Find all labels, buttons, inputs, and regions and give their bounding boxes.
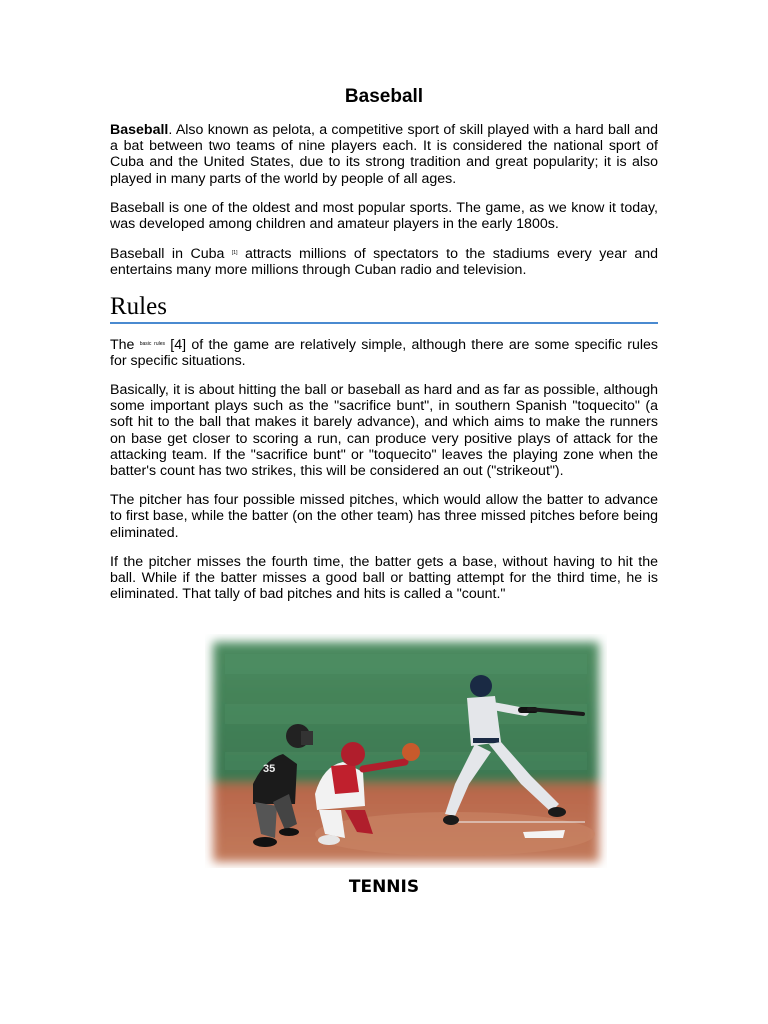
catcher-mitt xyxy=(402,743,420,761)
rules-paragraph-2: Basically, it is about hitting the ball or baseball as hard and as far as possible, although some important plays such as the "sacrifice bunt", in southern Spanish "toquecito" (a soft hit to the ball that makes it barely advance), and which aims to make the runners on base get closer to scoring a run, can produce very positive plays of attack for the attacking team. If the "sacrifice bunt" or "toquecito" leaves the playing zone when the batter's count has two strikes, this will be considered an out ("strikeout"). xyxy=(110,382,658,480)
rules-paragraph-3: The pitcher has four possible missed pitches, which would allow the batter to advance to first base, while the batter (on the other team) has three missed pitches before being eliminated. xyxy=(110,492,658,541)
intro-paragraph-1 xyxy=(110,122,658,187)
footnote-link[interactable]: [1] xyxy=(231,250,238,257)
rules-p1-text: [4] of the game are relatively simple, although there are some specific rules for specific situations. xyxy=(110,336,658,369)
intro-p3-text: attracts millions of spectators to the stadiums every year and entertains many more millions through Cuban radio and television. xyxy=(110,246,658,279)
intro-p1-text: . Also known as pelota, a competitive sport of skill played with a hard ball and a bat between two teams of nine players each. It is considered the national sport of Cuba and the United States, due to its strong tradition and great popularity; it is also played in many parts of the world by people of all ages. xyxy=(110,122,658,187)
next-section-heading: TENNIS xyxy=(348,877,420,897)
tiny-inline-text: basic rules xyxy=(139,340,165,347)
page-title: Baseball xyxy=(344,86,424,107)
rules-paragraph-1 xyxy=(110,336,658,369)
section-heading-rules: Rules xyxy=(110,293,658,324)
baseball-photo xyxy=(205,634,607,868)
intro-paragraph-2: Baseball is one of the oldest and most popular sports. The game, as we know it today, was developed among children and amateur players in the early 1800s. xyxy=(110,199,658,233)
intro-bold-lead: Baseball xyxy=(110,122,169,138)
intro-paragraph-3 xyxy=(110,245,658,278)
intro-p3-lead: Baseball in Cuba xyxy=(110,246,225,263)
rules-p1-lead: The xyxy=(110,336,135,353)
baseball-scene-illustration xyxy=(205,634,607,868)
rules-paragraph-4: If the pitcher misses the fourth time, the batter gets a base, without having to hit the ball. While if the batter misses a good ball or batting attempt for the third time, he is eliminated. That tally of bad pitches and hits is called a "count." xyxy=(110,553,658,603)
document-page xyxy=(110,86,658,615)
umpire-number: 35 xyxy=(263,763,276,775)
